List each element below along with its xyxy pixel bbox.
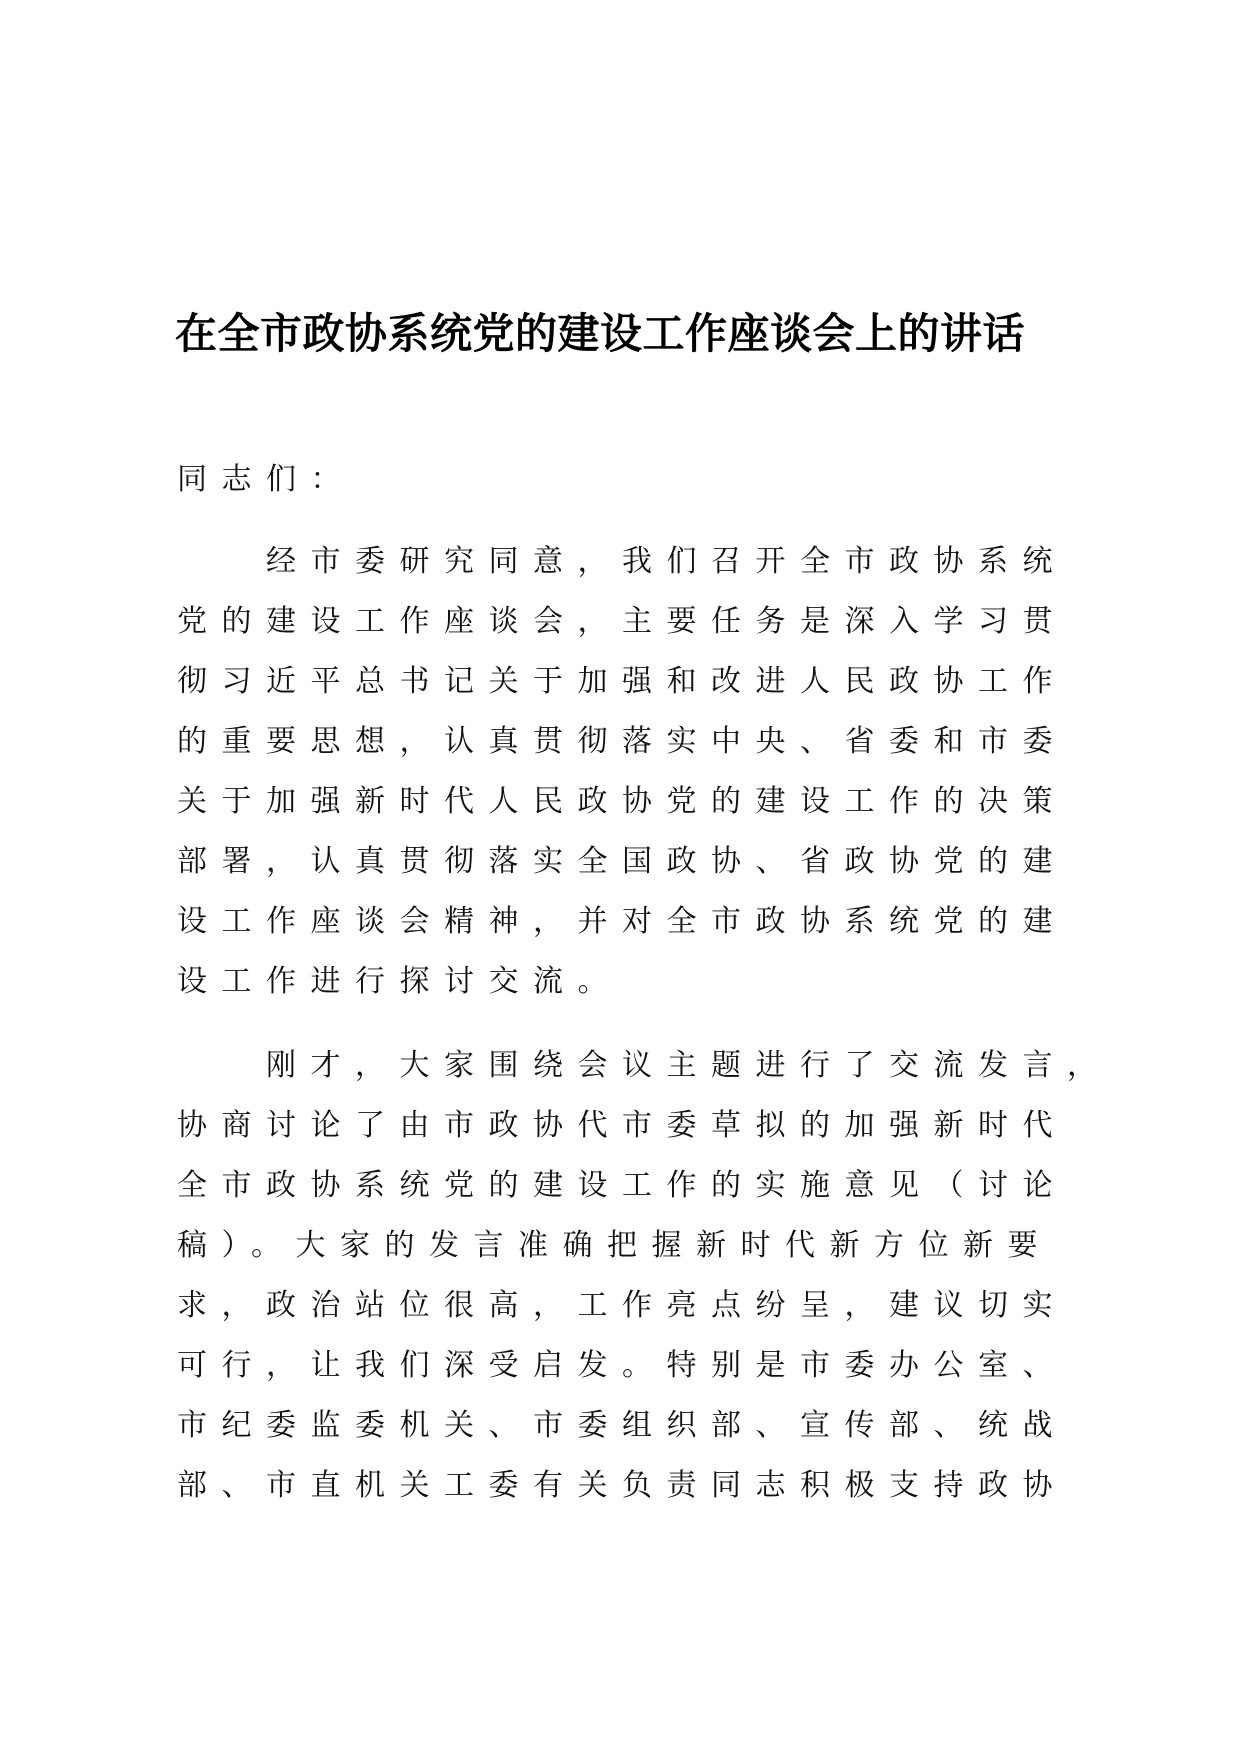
- paragraph-line: 市纪委监委机关、市委组织部、宣传部、统战: [177, 1408, 1067, 1443]
- document-title: 在全市政协系统党的建设工作座谈会上的讲话: [175, 309, 1026, 358]
- paragraph-line: 全市政协系统党的建设工作的实施意见（讨论: [177, 1168, 1067, 1203]
- paragraph-line: 的重要思想，认真贯彻落实中央、省委和市委: [177, 724, 1067, 759]
- paragraph-line: 刚才，大家围绕会议主题进行了交流发言，: [266, 1048, 1112, 1083]
- paragraph-line: 经市委研究同意，我们召开全市政协系统: [266, 544, 1067, 579]
- paragraph-line: 关于加强新时代人民政协党的建设工作的决策: [177, 784, 1067, 819]
- paragraph-line: 部、市直机关工委有关负责同志积极支持政协: [177, 1468, 1067, 1503]
- paragraph-line: 彻习近平总书记关于加强和改进人民政协工作: [177, 664, 1067, 699]
- paragraph-line: 稿）。大家的发言准确把握新时代新方位新要: [177, 1228, 1052, 1263]
- paragraph-line: 协商讨论了由市政协代市委草拟的加强新时代: [177, 1108, 1067, 1143]
- paragraph-line: 党的建设工作座谈会，主要任务是深入学习贯: [177, 604, 1067, 639]
- salutation: 同志们：: [177, 462, 355, 497]
- paragraph-line: 部署，认真贯彻落实全国政协、省政协党的建: [177, 844, 1067, 879]
- paragraph-line: 可行，让我们深受启发。特别是市委办公室、: [177, 1348, 1067, 1383]
- paragraph-line: 设工作进行探讨交流。: [177, 964, 622, 999]
- paragraph-line: 求，政治站位很高，工作亮点纷呈，建议切实: [177, 1288, 1067, 1323]
- paragraph-line: 设工作座谈会精神，并对全市政协系统党的建: [177, 904, 1067, 939]
